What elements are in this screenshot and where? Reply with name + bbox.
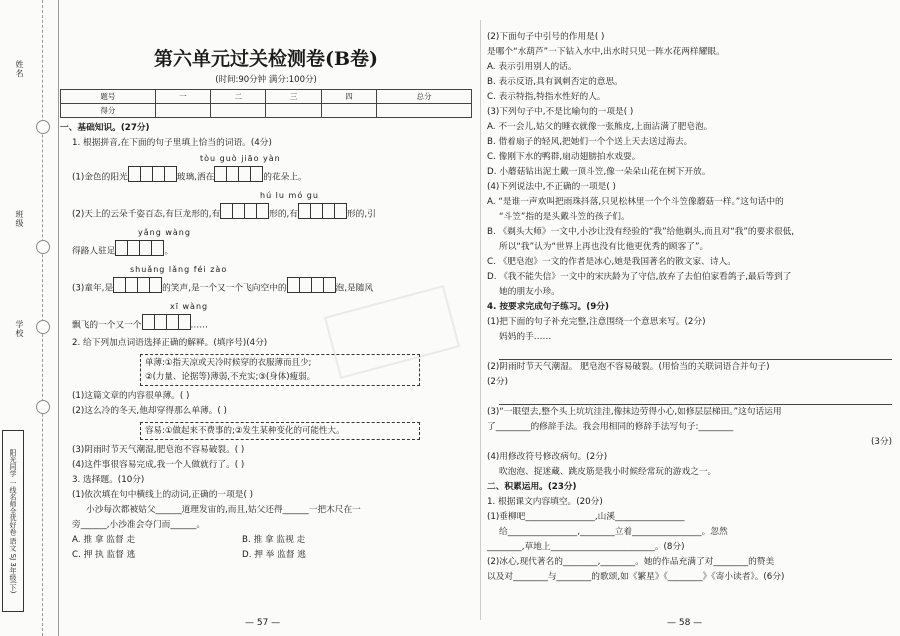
q2-item: (2)这么冷的冬天,他却穿得那么单薄。( ) bbox=[72, 406, 227, 416]
pinyin: yǎng wàng bbox=[138, 228, 191, 237]
page-number: — 58 — bbox=[667, 618, 703, 628]
pinyin: xī wàng bbox=[170, 302, 209, 311]
cut-line bbox=[42, 0, 43, 636]
option: C. 像刚下水的鸭群,扇动翅膀拍水戏耍。 bbox=[487, 152, 641, 162]
q3-options: A. 推 拿 监督 走 B. 推 拿 监视 走 bbox=[72, 535, 306, 545]
option: “斗笠”指的是头戴斗笠的孩子们。 bbox=[499, 212, 630, 222]
score-header: 总分 bbox=[377, 90, 472, 104]
answer-boxes[interactable] bbox=[142, 314, 191, 336]
option: D. 小蘑菇钻出泥土戴一顶斗笠,像一朵朵山花在树下开放。 bbox=[487, 167, 711, 177]
q4-3b: 了________的修辞手法。我会用相同的修辞手法写句子:________ bbox=[487, 422, 734, 432]
score-header: 二 bbox=[211, 90, 266, 104]
page-58 bbox=[487, 30, 892, 630]
exam-time-score: (时间:90分钟 满分:100分) bbox=[215, 75, 317, 85]
fill-line: (2)冰心,现代著名的________,________。她的作品充满了对________的赞美 bbox=[487, 557, 775, 567]
score-cell[interactable] bbox=[266, 104, 321, 118]
reading-1: 1. 根据课文内容填空。(20分) bbox=[487, 497, 603, 507]
q3-1-sentence: 小沙每次都被姑父______道理发宙的,而且,姑父还得______一把木尺在一 bbox=[86, 505, 361, 515]
binding-hole-icon bbox=[36, 120, 50, 134]
score-header: 一 bbox=[155, 90, 210, 104]
answer-boxes[interactable] bbox=[298, 203, 347, 225]
section-heading: 一、基础知识。(27分) bbox=[60, 123, 150, 133]
answer-boxes[interactable] bbox=[128, 166, 177, 188]
fill-line: (1)垂柳吧________________,山溪________________ bbox=[487, 512, 685, 522]
score-header: 四 bbox=[321, 90, 376, 104]
publisher-brand-strip: 阳光同学 一线名师全优好卷 语文 SJ 3年级(下) bbox=[2, 430, 24, 612]
binding-hole-icon bbox=[36, 240, 50, 254]
q2-item: (4)这件事很容易完成,我一个人做就行了。( ) bbox=[72, 460, 245, 470]
option: B. 《剃头大师》一文中,小沙让没有经验的“我”给他剃头,而且对“我”的要求很低, bbox=[487, 227, 795, 237]
definition-text: 单薄:①指天凉或天冷时候穿的衣服薄而且少; bbox=[145, 358, 312, 368]
q4-1: (1)把下面的句子补充完整,注意围绕一个意思来写。(2分) bbox=[487, 317, 706, 327]
answer-boxes[interactable] bbox=[220, 203, 269, 225]
q4-4: (4)用修改符号修改病句。(2分) bbox=[487, 452, 608, 462]
q4-3: (3)“一眼望去,整个头上坑坑洼洼,像抹边劳得小心,如修层层梯田。”这句话运用 bbox=[487, 407, 782, 417]
pinyin: hú lu mó gu bbox=[260, 191, 319, 200]
definition-text: 容易:①做起来不费事的;②发生某种变化的可能性大。 bbox=[145, 426, 345, 436]
score-row-label: 得分 bbox=[61, 104, 156, 118]
q1-sentence-3: (3)童年,是 的笑声,是一个又一个飞向空中的 泡,是随风 bbox=[60, 277, 472, 299]
q3-1: (1)依次填在句中横线上的动词,正确的一项是( ) bbox=[72, 490, 253, 500]
binding-hole-icon bbox=[36, 400, 50, 414]
question-2: 2. 给下列加点词语选择正确的解释。(填序号)(4分) bbox=[72, 338, 268, 348]
answer-line[interactable] bbox=[499, 390, 892, 405]
q2-item: (1)这篇文章的内容很单薄。( ) bbox=[72, 391, 190, 401]
answer-boxes[interactable] bbox=[287, 277, 336, 299]
score-cell[interactable] bbox=[155, 104, 210, 118]
answer-boxes[interactable] bbox=[113, 277, 162, 299]
option: D. 《我不能失信》一文中的宋庆龄为了守信,放弃了去伯伯家看鸽子,最后等到了 bbox=[487, 272, 792, 282]
pinyin: tòu guò jiāo yàn bbox=[200, 154, 281, 163]
answer-line[interactable] bbox=[499, 345, 892, 360]
option: C. 表示特指,特指水性好的人。 bbox=[487, 92, 606, 102]
page-title: 第六单元过关检测卷(B卷) bbox=[153, 48, 379, 70]
q1-sentence-3b: 飘飞的一个又一个 …… bbox=[60, 314, 472, 336]
answer-boxes[interactable] bbox=[214, 166, 263, 188]
score-cell[interactable] bbox=[211, 104, 266, 118]
fill-line: 以及对________与________的歌颂,如《繁星》《________》《寄小读者》。(6分) bbox=[487, 572, 785, 582]
q3-1-sentence: 旁______,小沙准会夺门而______。 bbox=[72, 520, 206, 530]
option: 所以“我”认为“世界上再也没有比他更优秀的顾客了”。 bbox=[499, 242, 709, 252]
q4-2-score: (2分) bbox=[487, 377, 508, 387]
class-field-label: 班级 bbox=[15, 210, 24, 228]
page-number: — 57 — bbox=[245, 618, 281, 628]
option: C. 《肥皂泡》一文的作者是冰心,她是我国著名的散文家、诗人。 bbox=[487, 257, 736, 267]
q1-sentence-1: (1)金色的阳光 玻璃,洒在 的花朵上。 bbox=[60, 166, 472, 188]
question-1: 1. 根据拼音,在下面的句子里填上恰当的词语。(4分) bbox=[72, 138, 272, 148]
option: A. “是谁一声欢叫把雨珠抖落,只见松林里一个个斗笠像蘑菇一样。”这句话中的 bbox=[487, 197, 784, 207]
answer-boxes[interactable] bbox=[115, 240, 164, 262]
q4-4-sentence: 吹泡泡、捉迷藏、跳皮筋是我小时候经常玩的游戏之一。 bbox=[499, 467, 717, 477]
binding-hole-icon bbox=[36, 320, 50, 334]
q3-3: (3)下列句子中,不是比喻句的一项是( ) bbox=[487, 107, 634, 117]
definition-text: ②(力量、论据等)薄弱,不充实;③(身体)瘦弱。 bbox=[145, 372, 316, 382]
q1-sentence-2: (2)天上的云朵千姿百态,有巨龙形的,有 形的,有 形的,引 bbox=[60, 203, 472, 225]
question-3: 3. 选择题。(10分) bbox=[72, 475, 145, 485]
option: A. 不一会儿,姑父的睡衣就像一张熊皮,上面沾满了肥皂泡。 bbox=[487, 122, 713, 132]
q4-1-sentence: 妈妈的手…… bbox=[499, 332, 552, 342]
section-heading: 二、积累运用。(23分) bbox=[487, 482, 577, 492]
option: B. 表示反语,具有讽刺否定的意思。 bbox=[487, 77, 623, 87]
definition-box bbox=[140, 422, 420, 440]
q4-3-score: (3分) bbox=[871, 437, 892, 447]
option: 她的朋友小珍。 bbox=[499, 287, 560, 297]
q3-options: C. 押 执 监督 逃 D. 押 举 监督 逃 bbox=[72, 550, 306, 560]
score-header: 题号 bbox=[61, 90, 156, 104]
q1-sentence-2b: 得路人驻足 。 bbox=[60, 240, 472, 262]
score-table bbox=[60, 89, 472, 118]
q4-2: (2)阴雨时节天气潮湿。 肥皂泡不容易破裂。(用恰当的关联词语合并句子) bbox=[487, 362, 770, 372]
question-4: 4. 按要求完成句子练习。(9分) bbox=[487, 302, 609, 312]
page-divider bbox=[480, 20, 481, 620]
name-field-label: 姓名 bbox=[15, 60, 24, 78]
q2-item: (3)阴雨时节天气潮湿,肥皂泡不容易破裂。( ) bbox=[72, 445, 245, 455]
school-field-label: 学校 bbox=[15, 320, 24, 338]
score-cell[interactable] bbox=[377, 104, 472, 118]
fill-line: 给________________,________立着________________。忽然 bbox=[499, 527, 728, 537]
fill-line: ________,草地上________________________。(8分) bbox=[487, 542, 685, 552]
option: A. 表示引用别人的话。 bbox=[487, 62, 577, 72]
q3-2: (2)下面句子中引号的作用是( ) bbox=[487, 32, 605, 42]
score-header: 三 bbox=[266, 90, 321, 104]
option: B. 借着扇子的轻风,把她们一个个送上天去送过海去。 bbox=[487, 137, 693, 147]
pinyin: shuǎng lǎng féi zào bbox=[130, 265, 228, 274]
q3-4: (4)下列说法中,不正确的一项是( ) bbox=[487, 182, 616, 192]
q3-2-sentence: 是哪个“水葫芦”一下钻入水中,出水时只见一阵水花两样耀眼。 bbox=[487, 47, 725, 57]
score-cell[interactable] bbox=[321, 104, 376, 118]
binding-gutter bbox=[0, 0, 59, 636]
